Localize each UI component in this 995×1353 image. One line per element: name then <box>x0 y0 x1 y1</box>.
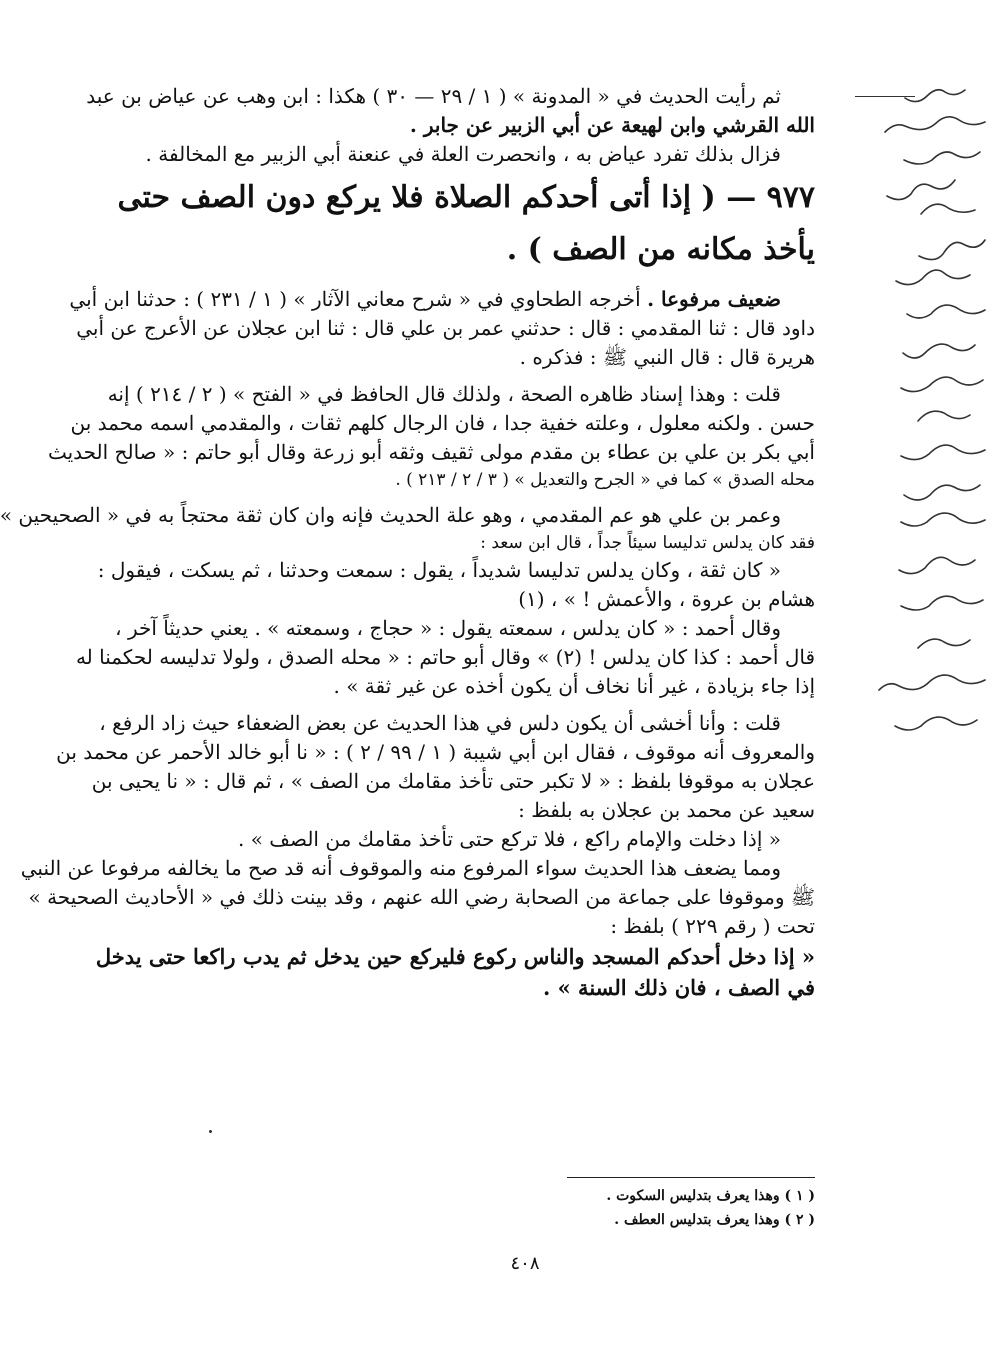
hadith-quote-line: « إذا دخل أحدكم المسجد والناس ركوع فليركع حين يدخل ثم يدب راكعا حتى يدخل <box>95 944 815 969</box>
para5-line: والمعروف أنه موقوف ، فقال ابن أبي شيبة ( ١ / ٩٩ / ٢ ) : « نا أبو خالد الأحمر عن محمد بن <box>56 740 815 764</box>
para6-line: ﷺ وموقوفا على جماعة من الصحابة رضي الله عنهم ، وقد بينت ذلك في « الأحاديث الصحيحة » <box>28 885 815 909</box>
footnote: ( ١ ) وهذا يعرف بتدليس السكوت . <box>606 1188 815 1204</box>
main-text-column <box>0 82 815 1003</box>
para5-line: عجلان به موقوفا بلفظ : « لا تكبر حتى تأخذ مقامك من الصف » ، ثم قال : « نا يحيى بن <box>91 769 815 793</box>
page-number: ٤٠٨ <box>510 1253 540 1274</box>
para2-line: قلت : وهذا إسناد ظاهره الصحة ، ولذلك قال الحافظ في « الفتح » ( ٢ / ٢١٤ ) إنه <box>107 382 781 406</box>
para3-line: هشام بن عروة ، والأعمش ! » ، (١) <box>518 587 815 611</box>
para3-line: « كان ثقة ، وكان يدلس تدليسا شديداً ، يقول : سمعت وحدثنا ، ثم يسكت ، فيقول : <box>97 558 781 582</box>
para2-line: حسن . ولكنه معلول ، وعلته خفية جدا ، فان الرجال كلهم ثقات ، والمقدمي اسمه محمد بن <box>70 411 815 435</box>
stray-dot <box>209 1130 212 1133</box>
para-line <box>69 285 815 314</box>
para3-line: وعمر بن علي هو عم المقدمي ، وهو علة الحديث فإنه وان كان ثقة محتجاً به في « الصحيحين » <box>0 503 781 527</box>
para3-line: فقد كان يدلس تدليسا سيئاً جداً ، قال ابن سعد : <box>480 533 815 553</box>
footnote-rule <box>567 1177 815 1178</box>
intro-line: فزال بذلك تفرد عياض به ، وانحصرت العلة في عنعنة أبي الزبير مع المخالفة . <box>145 142 781 166</box>
footnote: ( ٢ ) وهذا يعرف بتدليس العطف . <box>614 1212 815 1228</box>
footnotes <box>567 1184 815 1232</box>
para6-line: تحت ( رقم ٢٢٩ ) بلفظ : <box>610 914 815 938</box>
para1-line: أخرجه الطحاوي في « شرح معاني الآثار » ( ١ / ٢٣١ ) : حدثنا ابن أبي <box>69 287 648 311</box>
grade-label: ضعيف مرفوعا . <box>647 287 781 311</box>
hadith-heading: يأخذ مكانه من الصف ) . <box>506 232 815 267</box>
intro-line: ثم رأيت الحديث في « المدونة » ( ١ / ٢٩ — ٣٠ ) هكذا : ابن وهب عن عياض بن عبد <box>86 84 781 108</box>
hadith-quote-line: في الصف ، فان ذلك السنة » . <box>543 975 815 1000</box>
para2-line: أبي بكر بن علي بن عطاء بن مقدم مولى ثقيف وثقه أبو زرعة وقال أبو حاتم : « صالح الحديث <box>47 440 815 464</box>
para4-line: وقال أحمد : « كان يدلس ، سمعته يقول : « حجاج ، وسمعته » . يعني حديثاً آخر ، <box>115 616 781 640</box>
intro-line: الله القرشي وابن لهيعة عن أبي الزبير عن جابر . <box>409 113 815 137</box>
para4-line: قال أحمد : كذا كان يدلس ! (٢) » وقال أبو حاتم : « محله الصدق ، ولولا تدليسه لحكمنا له <box>75 645 815 669</box>
hadith-heading: ٩٧٧ — ( إذا أتى أحدكم الصلاة فلا يركع دون الصف حتى <box>117 180 815 215</box>
para1-line: هريرة قال : قال النبي ﷺ : فذكره . <box>519 345 815 369</box>
para2-line: محله الصدق » كما في « الجرح والتعديل » ( ٣ / ٢ / ٢١٣ ) . <box>395 470 815 490</box>
para6-line: ومما يضعف هذا الحديث سواء المرفوع منه والموقوف أنه قد صح ما يخالفه مرفوعا عن النبي <box>20 856 781 880</box>
para1-line: داود قال : ثنا المقدمي : قال : حدثني عمر بن علي قال : ثنا ابن عجلان عن الأعرج عن أبي <box>76 316 815 340</box>
para4-line: إذا جاء بزيادة ، غير أنا نخاف أن يكون أخذه عن غير ثقة » . <box>333 674 815 698</box>
para5-line: « إذا دخلت والإمام راكع ، فلا تركع حتى تأخذ مقامك من الصف » . <box>237 827 781 851</box>
para5-line: سعيد عن محمد بن عجلان به بلفظ : <box>518 798 815 822</box>
handwritten-margin-notes <box>845 70 995 770</box>
para5-line: قلت : وأنا أخشى أن يكون دلس في هذا الحديث عن بعض الضعفاء حيث زاد الرفع ، <box>99 711 781 735</box>
